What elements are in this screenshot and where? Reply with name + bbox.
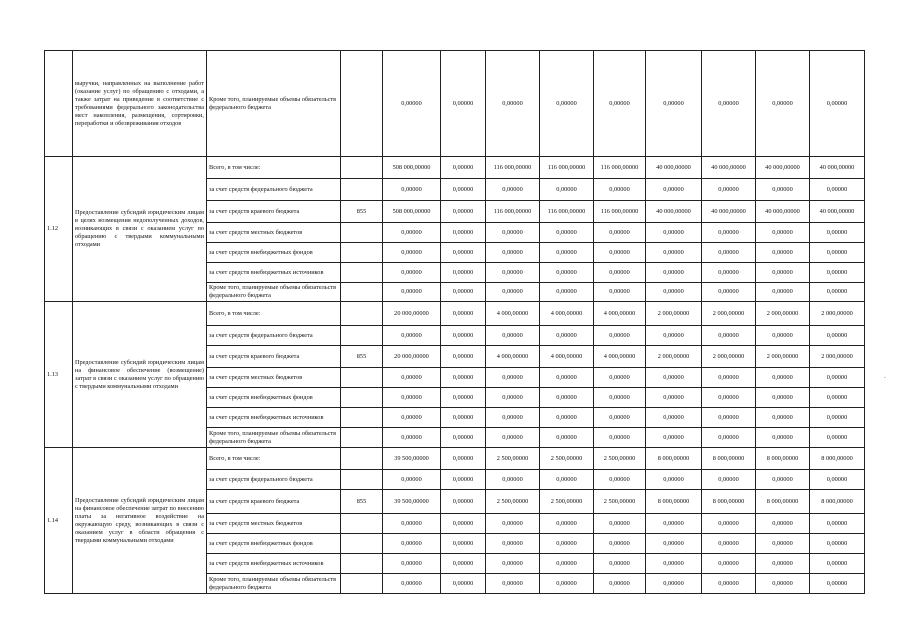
amount-cell: 0,00000 (594, 368, 646, 388)
amount-cell: 0,00000 (702, 283, 756, 302)
amount-cell: 2 000,00000 (756, 302, 810, 326)
amount-cell: 0,00000 (441, 514, 486, 534)
amount-cell: 0,00000 (756, 223, 810, 243)
amount-cell: 0,00000 (810, 283, 865, 302)
item-description-cell: Предоставление субсидий юридическим лицам в целях возмещения недополученных доходов, возникающих в связи с оказанием услуг по обращению с твердыми коммунальными отходами (73, 157, 207, 302)
amount-cell: 508 000,00000 (383, 201, 441, 223)
budget-code-cell (341, 554, 383, 574)
amount-cell: 0,00000 (383, 243, 441, 263)
amount-cell: 0,00000 (702, 574, 756, 594)
budget-code-cell (341, 179, 383, 201)
amount-cell: 0,00000 (486, 574, 540, 594)
amount-cell: 0,00000 (383, 574, 441, 594)
amount-cell: 2 000,00000 (646, 302, 702, 326)
amount-cell: 40 000,00000 (810, 201, 865, 223)
amount-cell: 0,00000 (756, 283, 810, 302)
amount-cell: 0,00000 (646, 428, 702, 448)
amount-cell: 0,00000 (594, 534, 646, 554)
amount-cell: 116 000,00000 (594, 157, 646, 179)
amount-cell: 0,00000 (383, 223, 441, 243)
amount-cell: 0,00000 (702, 470, 756, 490)
funding-source-cell: за счет средств внебюджетных фондов (207, 534, 341, 554)
item-index-cell: 1.13 (45, 302, 73, 448)
amount-cell: 8 000,00000 (810, 490, 865, 514)
amount-cell: 2 000,00000 (702, 346, 756, 368)
amount-cell: 0,00000 (702, 534, 756, 554)
amount-cell: 0,00000 (540, 428, 594, 448)
amount-cell: 0,00000 (594, 243, 646, 263)
amount-cell: 0,00000 (756, 368, 810, 388)
amount-cell: 0,00000 (486, 554, 540, 574)
amount-cell: 0,00000 (441, 574, 486, 594)
amount-cell: 0,00000 (646, 243, 702, 263)
amount-cell: 0,00000 (646, 326, 702, 346)
amount-cell: 0,00000 (594, 408, 646, 428)
table-row (45, 51, 865, 157)
amount-cell: 0,00000 (756, 554, 810, 574)
table-row (45, 157, 865, 179)
amount-cell: 0,00000 (486, 388, 540, 408)
amount-cell: 8 000,00000 (756, 490, 810, 514)
amount-cell: 40 000,00000 (702, 201, 756, 223)
funding-source-cell: Всего, в том числе: (207, 157, 341, 179)
amount-cell: 0,00000 (702, 179, 756, 201)
amount-cell: 39 500,00000 (383, 490, 441, 514)
amount-cell: 0,00000 (540, 326, 594, 346)
amount-cell: 0,00000 (486, 470, 540, 490)
funding-source-cell: Кроме того, планируемые объемы обязательств федерального бюджета (207, 283, 341, 302)
amount-cell: 0,00000 (540, 243, 594, 263)
amount-cell: 0,00000 (441, 448, 486, 470)
budget-code-cell: 855 (341, 490, 383, 514)
amount-cell: 0,00000 (486, 534, 540, 554)
amount-cell: 39 500,00000 (383, 448, 441, 470)
amount-cell: 0,00000 (441, 201, 486, 223)
amount-cell: 4 000,00000 (540, 302, 594, 326)
amount-cell: 0,00000 (540, 574, 594, 594)
funding-source-cell: Всего, в том числе: (207, 302, 341, 326)
amount-cell: 0,00000 (441, 408, 486, 428)
amount-cell: 0,00000 (594, 574, 646, 594)
amount-cell: 0,00000 (756, 388, 810, 408)
amount-cell: 0,00000 (383, 263, 441, 283)
amount-cell: 508 000,00000 (383, 157, 441, 179)
amount-cell: 0,00000 (540, 534, 594, 554)
amount-cell: 0,00000 (702, 223, 756, 243)
amount-cell: 2 500,00000 (594, 490, 646, 514)
amount-cell: 0,00000 (486, 428, 540, 448)
amount-cell: 0,00000 (486, 368, 540, 388)
amount-cell: 0,00000 (810, 368, 865, 388)
amount-cell: 0,00000 (383, 326, 441, 346)
amount-cell: 0,00000 (383, 514, 441, 534)
amount-cell: 0,00000 (646, 283, 702, 302)
budget-code-cell (341, 428, 383, 448)
amount-cell: 0,00000 (383, 388, 441, 408)
amount-cell: 116 000,00000 (486, 201, 540, 223)
funding-source-cell: за счет средств федерального бюджета (207, 326, 341, 346)
budget-code-cell (341, 302, 383, 326)
amount-cell: 0,00000 (646, 574, 702, 594)
item-description-cell: выручки, направленных на выполнение работ (оказание услуг) по обращению с отходами, а также затрат на приведение в соответствие с требованиями федерального законодательства мест накопления, размещения, сортировки, переработки и обезвреживания отходов (73, 51, 207, 157)
amount-cell: 0,00000 (756, 263, 810, 283)
amount-cell: 0,00000 (646, 534, 702, 554)
amount-cell: 0,00000 (810, 428, 865, 448)
amount-cell: 0,00000 (486, 326, 540, 346)
amount-cell: 0,00000 (702, 428, 756, 448)
amount-cell: 0,00000 (540, 554, 594, 574)
amount-cell: 0,00000 (810, 326, 865, 346)
budget-code-cell (341, 408, 383, 428)
amount-cell: 0,00000 (441, 157, 486, 179)
amount-cell: 0,00000 (441, 243, 486, 263)
amount-cell: 0,00000 (441, 388, 486, 408)
amount-cell: 0,00000 (594, 554, 646, 574)
amount-cell: 2 000,00000 (810, 302, 865, 326)
budget-code-cell (341, 470, 383, 490)
amount-cell: 0,00000 (810, 243, 865, 263)
amount-cell: 0,00000 (486, 223, 540, 243)
funding-source-cell: Кроме того, планируемые объемы обязательств федерального бюджета (207, 51, 341, 157)
amount-cell: 0,00000 (594, 470, 646, 490)
amount-cell: 0,00000 (540, 368, 594, 388)
budget-code-cell (341, 388, 383, 408)
amount-cell: 0,00000 (702, 514, 756, 534)
amount-cell: 4 000,00000 (486, 346, 540, 368)
funding-source-cell: за счет средств внебюджетных фондов (207, 243, 341, 263)
amount-cell: 40 000,00000 (646, 157, 702, 179)
amount-cell: 8 000,00000 (702, 448, 756, 470)
amount-cell: 20 000,00000 (383, 302, 441, 326)
amount-cell: 0,00000 (756, 574, 810, 594)
amount-cell: 2 500,00000 (486, 448, 540, 470)
table-row (45, 448, 865, 470)
amount-cell: 0,00000 (486, 51, 540, 157)
amount-cell: 0,00000 (383, 368, 441, 388)
amount-cell: 0,00000 (646, 388, 702, 408)
amount-cell: 0,00000 (756, 470, 810, 490)
amount-cell: 0,00000 (441, 263, 486, 283)
budget-code-cell: 855 (341, 346, 383, 368)
amount-cell: 2 500,00000 (594, 448, 646, 470)
amount-cell: 0,00000 (756, 408, 810, 428)
page-edge-mark: . (884, 372, 886, 380)
amount-cell: 2 500,00000 (540, 448, 594, 470)
amount-cell: 0,00000 (486, 514, 540, 534)
funding-source-cell: за счет средств федерального бюджета (207, 470, 341, 490)
budget-table (44, 50, 865, 594)
table-row (45, 302, 865, 326)
amount-cell: 0,00000 (646, 368, 702, 388)
amount-cell: 0,00000 (756, 179, 810, 201)
amount-cell: 0,00000 (383, 470, 441, 490)
funding-source-cell: за счет средств внебюджетных источников (207, 263, 341, 283)
amount-cell: 0,00000 (702, 243, 756, 263)
amount-cell: 2 000,00000 (646, 346, 702, 368)
amount-cell: 4 000,00000 (594, 302, 646, 326)
budget-code-cell (341, 263, 383, 283)
amount-cell: 0,00000 (702, 388, 756, 408)
amount-cell: 0,00000 (810, 51, 865, 157)
amount-cell: 0,00000 (594, 388, 646, 408)
budget-code-cell (341, 157, 383, 179)
budget-code-cell (341, 243, 383, 263)
budget-code-cell (341, 534, 383, 554)
funding-source-cell: за счет средств федерального бюджета (207, 179, 341, 201)
amount-cell: 0,00000 (594, 326, 646, 346)
amount-cell: 0,00000 (756, 428, 810, 448)
amount-cell: 0,00000 (441, 428, 486, 448)
amount-cell: 4 000,00000 (486, 302, 540, 326)
amount-cell: 0,00000 (441, 283, 486, 302)
item-description-cell: Предоставление субсидий юридическим лицам на финансовое обеспечение (возмещение) затрат в связи с оказанием услуг по обращению с твердыми коммунальными отходами (73, 302, 207, 448)
budget-code-cell (341, 448, 383, 470)
amount-cell: 0,00000 (756, 51, 810, 157)
amount-cell: 40 000,00000 (810, 157, 865, 179)
amount-cell: 0,00000 (486, 283, 540, 302)
amount-cell: 8 000,00000 (646, 448, 702, 470)
funding-source-cell: за счет средств внебюджетных источников (207, 554, 341, 574)
amount-cell: 0,00000 (441, 179, 486, 201)
amount-cell: 0,00000 (810, 263, 865, 283)
funding-source-cell: Всего, в том числе: (207, 448, 341, 470)
amount-cell: 0,00000 (383, 408, 441, 428)
amount-cell: 0,00000 (810, 514, 865, 534)
amount-cell: 0,00000 (441, 302, 486, 326)
amount-cell: 0,00000 (383, 554, 441, 574)
funding-source-cell: Кроме того, планируемые объемы обязательств федерального бюджета (207, 428, 341, 448)
amount-cell: 0,00000 (441, 346, 486, 368)
amount-cell: 0,00000 (540, 223, 594, 243)
amount-cell: 0,00000 (540, 179, 594, 201)
amount-cell: 0,00000 (810, 574, 865, 594)
funding-source-cell: за счет средств краевого бюджета (207, 490, 341, 514)
amount-cell: 2 500,00000 (486, 490, 540, 514)
amount-cell: 0,00000 (810, 470, 865, 490)
amount-cell: 20 000,00000 (383, 346, 441, 368)
amount-cell: 2 000,00000 (756, 346, 810, 368)
amount-cell: 8 000,00000 (810, 448, 865, 470)
amount-cell: 0,00000 (540, 470, 594, 490)
amount-cell: 0,00000 (441, 51, 486, 157)
amount-cell: 0,00000 (756, 514, 810, 534)
amount-cell: 40 000,00000 (756, 201, 810, 223)
amount-cell: 0,00000 (646, 51, 702, 157)
amount-cell: 8 000,00000 (702, 490, 756, 514)
amount-cell: 0,00000 (756, 243, 810, 263)
amount-cell: 0,00000 (702, 326, 756, 346)
amount-cell: 0,00000 (810, 388, 865, 408)
amount-cell: 4 000,00000 (540, 346, 594, 368)
amount-cell: 0,00000 (810, 223, 865, 243)
amount-cell: 40 000,00000 (756, 157, 810, 179)
amount-cell: 0,00000 (594, 283, 646, 302)
amount-cell: 0,00000 (594, 263, 646, 283)
amount-cell: 0,00000 (646, 470, 702, 490)
amount-cell: 0,00000 (594, 428, 646, 448)
amount-cell: 0,00000 (441, 554, 486, 574)
amount-cell: 116 000,00000 (540, 201, 594, 223)
amount-cell: 0,00000 (441, 490, 486, 514)
budget-code-cell (341, 514, 383, 534)
budget-code-cell (341, 283, 383, 302)
amount-cell: 0,00000 (383, 534, 441, 554)
amount-cell: 0,00000 (383, 179, 441, 201)
amount-cell: 0,00000 (486, 179, 540, 201)
amount-cell: 4 000,00000 (594, 346, 646, 368)
amount-cell: 0,00000 (646, 554, 702, 574)
amount-cell: 0,00000 (810, 179, 865, 201)
budget-code-cell (341, 368, 383, 388)
amount-cell: 0,00000 (441, 534, 486, 554)
amount-cell: 0,00000 (540, 388, 594, 408)
amount-cell: 2 500,00000 (540, 490, 594, 514)
funding-source-cell: за счет средств краевого бюджета (207, 201, 341, 223)
amount-cell: 0,00000 (646, 408, 702, 428)
amount-cell: 0,00000 (810, 534, 865, 554)
amount-cell: 0,00000 (540, 514, 594, 534)
amount-cell: 0,00000 (441, 368, 486, 388)
funding-source-cell: за счет средств местных бюджетов (207, 514, 341, 534)
item-index-cell (45, 51, 73, 157)
item-description-cell: Предоставление субсидий юридическим лицам на финансовое обеспечение затрат по внесению платы за негативное воздействие на окружающую среду, возникающих в связи с оказанием услуг в области обращения с твердыми коммунальными отходами (73, 448, 207, 594)
amount-cell: 0,00000 (486, 263, 540, 283)
amount-cell: 0,00000 (810, 554, 865, 574)
amount-cell: 0,00000 (441, 223, 486, 243)
budget-code-cell (341, 51, 383, 157)
amount-cell: 116 000,00000 (594, 201, 646, 223)
amount-cell: 40 000,00000 (702, 157, 756, 179)
amount-cell: 0,00000 (702, 408, 756, 428)
amount-cell: 40 000,00000 (646, 201, 702, 223)
amount-cell: 0,00000 (540, 408, 594, 428)
amount-cell: 0,00000 (756, 534, 810, 554)
amount-cell: 0,00000 (702, 263, 756, 283)
amount-cell: 0,00000 (646, 514, 702, 534)
funding-source-cell: за счет средств местных бюджетов (207, 223, 341, 243)
amount-cell: 0,00000 (441, 470, 486, 490)
amount-cell: 0,00000 (540, 51, 594, 157)
budget-code-cell (341, 326, 383, 346)
amount-cell: 0,00000 (594, 179, 646, 201)
amount-cell: 0,00000 (383, 283, 441, 302)
amount-cell: 0,00000 (702, 368, 756, 388)
budget-code-cell (341, 223, 383, 243)
amount-cell: 8 000,00000 (646, 490, 702, 514)
amount-cell: 0,00000 (540, 283, 594, 302)
amount-cell: 0,00000 (486, 408, 540, 428)
amount-cell: 0,00000 (594, 51, 646, 157)
amount-cell: 0,00000 (702, 554, 756, 574)
amount-cell: 0,00000 (383, 51, 441, 157)
funding-source-cell: Кроме того, планируемые объемы обязательств федерального бюджета (207, 574, 341, 594)
funding-source-cell: за счет средств краевого бюджета (207, 346, 341, 368)
amount-cell: 0,00000 (540, 263, 594, 283)
budget-code-cell (341, 574, 383, 594)
amount-cell: 116 000,00000 (486, 157, 540, 179)
funding-source-cell: за счет средств внебюджетных источников (207, 408, 341, 428)
amount-cell: 2 000,00000 (702, 302, 756, 326)
amount-cell: 0,00000 (594, 223, 646, 243)
budget-code-cell: 855 (341, 201, 383, 223)
amount-cell: 116 000,00000 (540, 157, 594, 179)
amount-cell: 0,00000 (646, 179, 702, 201)
item-index-cell: 1.12 (45, 157, 73, 302)
amount-cell: 0,00000 (441, 326, 486, 346)
amount-cell: 2 000,00000 (810, 346, 865, 368)
amount-cell: 0,00000 (646, 223, 702, 243)
amount-cell: 0,00000 (810, 408, 865, 428)
amount-cell: 0,00000 (702, 51, 756, 157)
amount-cell: 0,00000 (486, 243, 540, 263)
amount-cell: 8 000,00000 (756, 448, 810, 470)
amount-cell: 0,00000 (756, 326, 810, 346)
amount-cell: 0,00000 (594, 514, 646, 534)
funding-source-cell: за счет средств местных бюджетов (207, 368, 341, 388)
funding-source-cell: за счет средств внебюджетных фондов (207, 388, 341, 408)
amount-cell: 0,00000 (646, 263, 702, 283)
amount-cell: 0,00000 (383, 428, 441, 448)
item-index-cell: 1.14 (45, 448, 73, 594)
